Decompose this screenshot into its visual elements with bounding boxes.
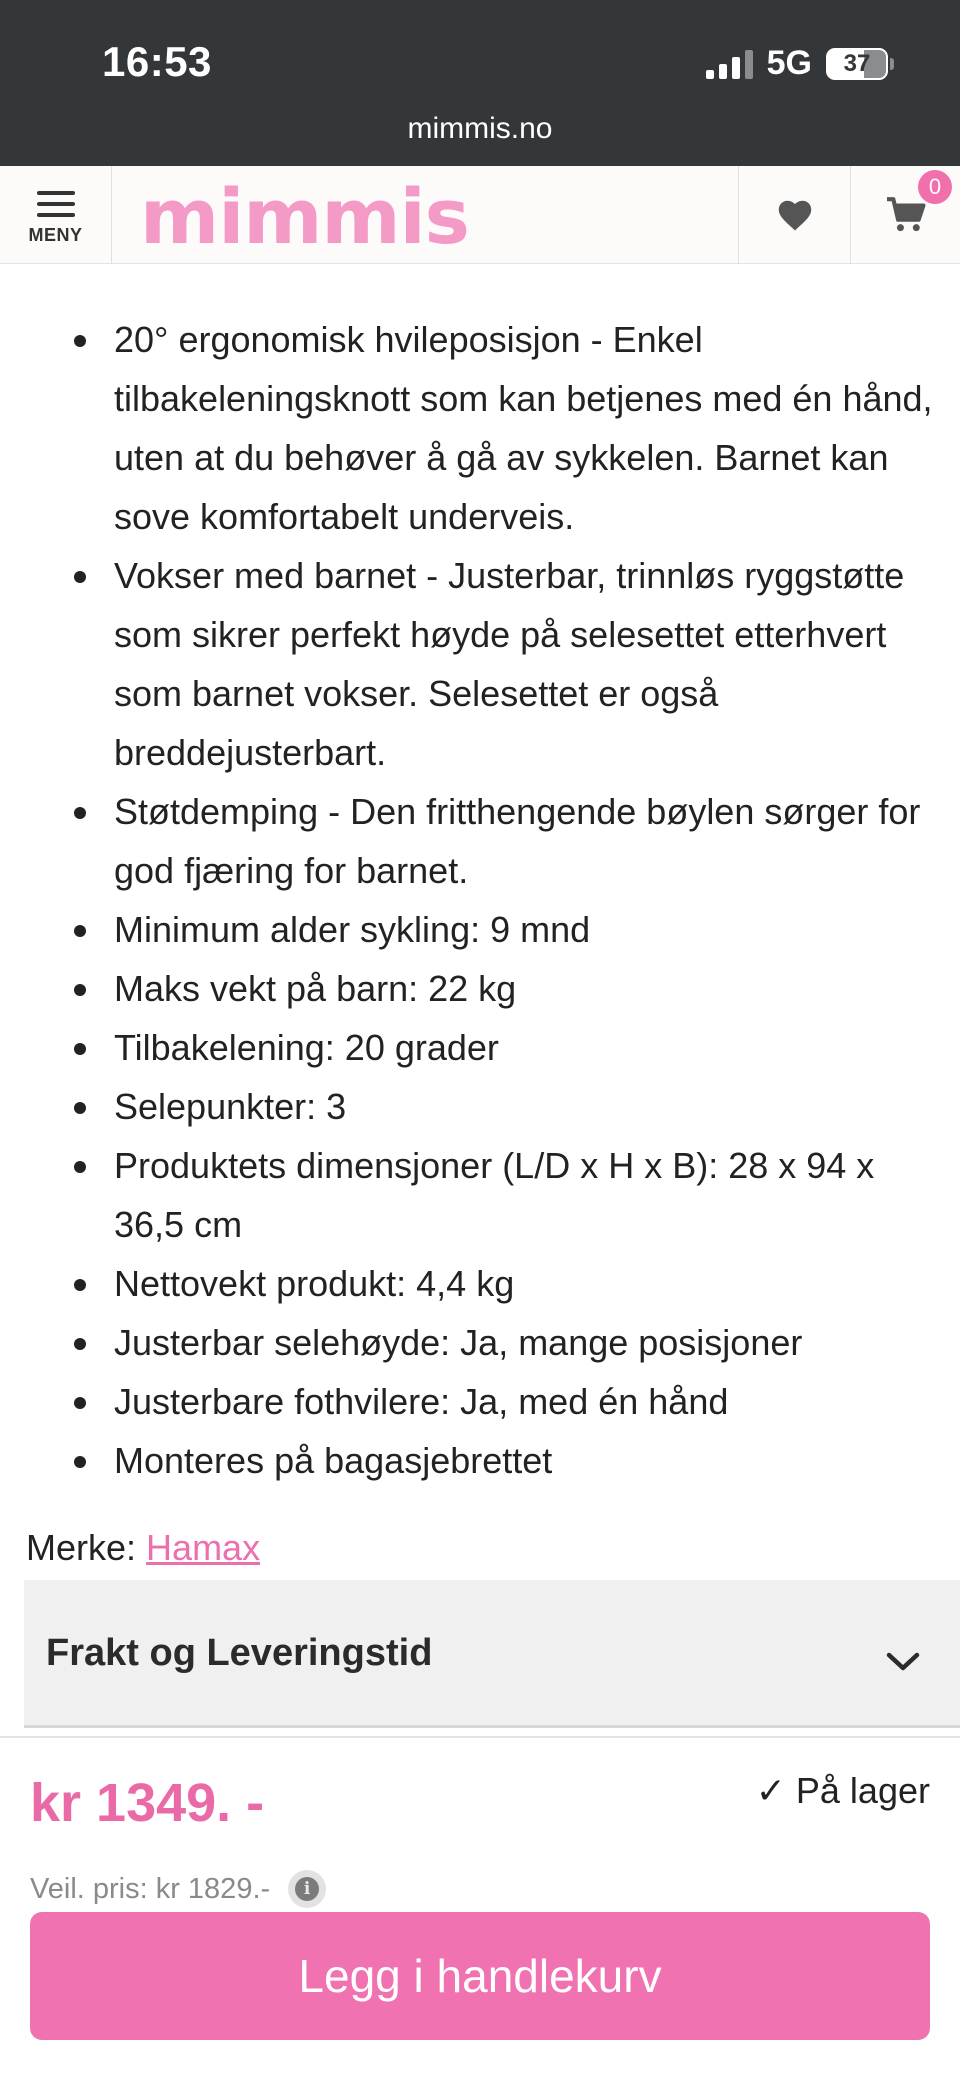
list-item: 20° ergonomisk hvileposisjon - Enkel tilbakeleningsknott som kan betjenes med én hånd, uten at du behøver å gå av sykkelen. Barnet kan sove komfortabelt underveis. (114, 310, 936, 546)
battery-level: 37 (843, 49, 871, 77)
brand-line (26, 1527, 260, 1569)
menu-label: MENY (28, 224, 83, 245)
product-features-list (0, 310, 960, 1490)
accordion-title: Frakt og Leveringstid (46, 1632, 433, 1674)
add-to-cart-button[interactable]: Legg i handlekurv (30, 1912, 930, 2040)
battery-icon (826, 48, 894, 80)
cart-count-badge: 0 (918, 170, 952, 204)
favorites-button[interactable] (738, 166, 850, 264)
status-bar (0, 0, 960, 166)
list-item: Produktets dimensjoner (L/D x H x B): 28 x 94 x 36,5 cm (114, 1136, 936, 1254)
hamburger-icon (37, 191, 75, 217)
info-icon[interactable]: i (288, 1870, 326, 1908)
heart-icon (776, 198, 814, 232)
list-item: Selepunkter: 3 (114, 1077, 936, 1136)
list-item: Justerbar selehøyde: Ja, mange posisjoner (114, 1313, 936, 1372)
list-item: Minimum alder sykling: 9 mnd (114, 900, 936, 959)
chevron-down-icon (886, 1652, 920, 1672)
site-logo[interactable]: mimmis (140, 172, 469, 261)
list-item: Justerbare fothvilere: Ja, med én hånd (114, 1372, 936, 1431)
address-bar-url[interactable]: mimmis.no (407, 112, 553, 145)
divider (0, 1736, 960, 1738)
network-type: 5G (766, 44, 812, 82)
cart-icon (885, 196, 927, 234)
status-indicators (706, 44, 894, 83)
list-item: Nettovekt produkt: 4,4 kg (114, 1254, 936, 1313)
list-item: Vokser med barnet - Justerbar, trinnløs ryggstøtte som sikrer perfekt høyde på selesettet etterhvert som barnet vokser. Selesettet er også breddejusterbart. (114, 546, 936, 782)
product-price: kr 1349. - (30, 1773, 265, 1833)
list-item: Tilbakelening: 20 grader (114, 1018, 936, 1077)
list-item: Maks vekt på barn: 22 kg (114, 959, 936, 1018)
signal-icon (706, 49, 753, 79)
site-header (0, 166, 960, 264)
menu-button[interactable] (0, 166, 112, 264)
stock-status: ✓ På lager (755, 1770, 930, 1811)
brand-label: Merke: (26, 1527, 137, 1568)
list-item: Monteres på bagasjebrettet (114, 1431, 936, 1490)
shipping-accordion[interactable] (24, 1580, 960, 1728)
list-item: Støtdemping - Den fritthengende bøylen sørger for god fjæring for barnet. (114, 782, 936, 900)
cart-button[interactable] (850, 166, 960, 264)
brand-link[interactable]: Hamax (146, 1527, 261, 1568)
recommended-price-row (30, 1870, 326, 1908)
recommended-price: Veil. pris: kr 1829.- (30, 1872, 271, 1905)
status-time: 16:53 (102, 38, 212, 85)
